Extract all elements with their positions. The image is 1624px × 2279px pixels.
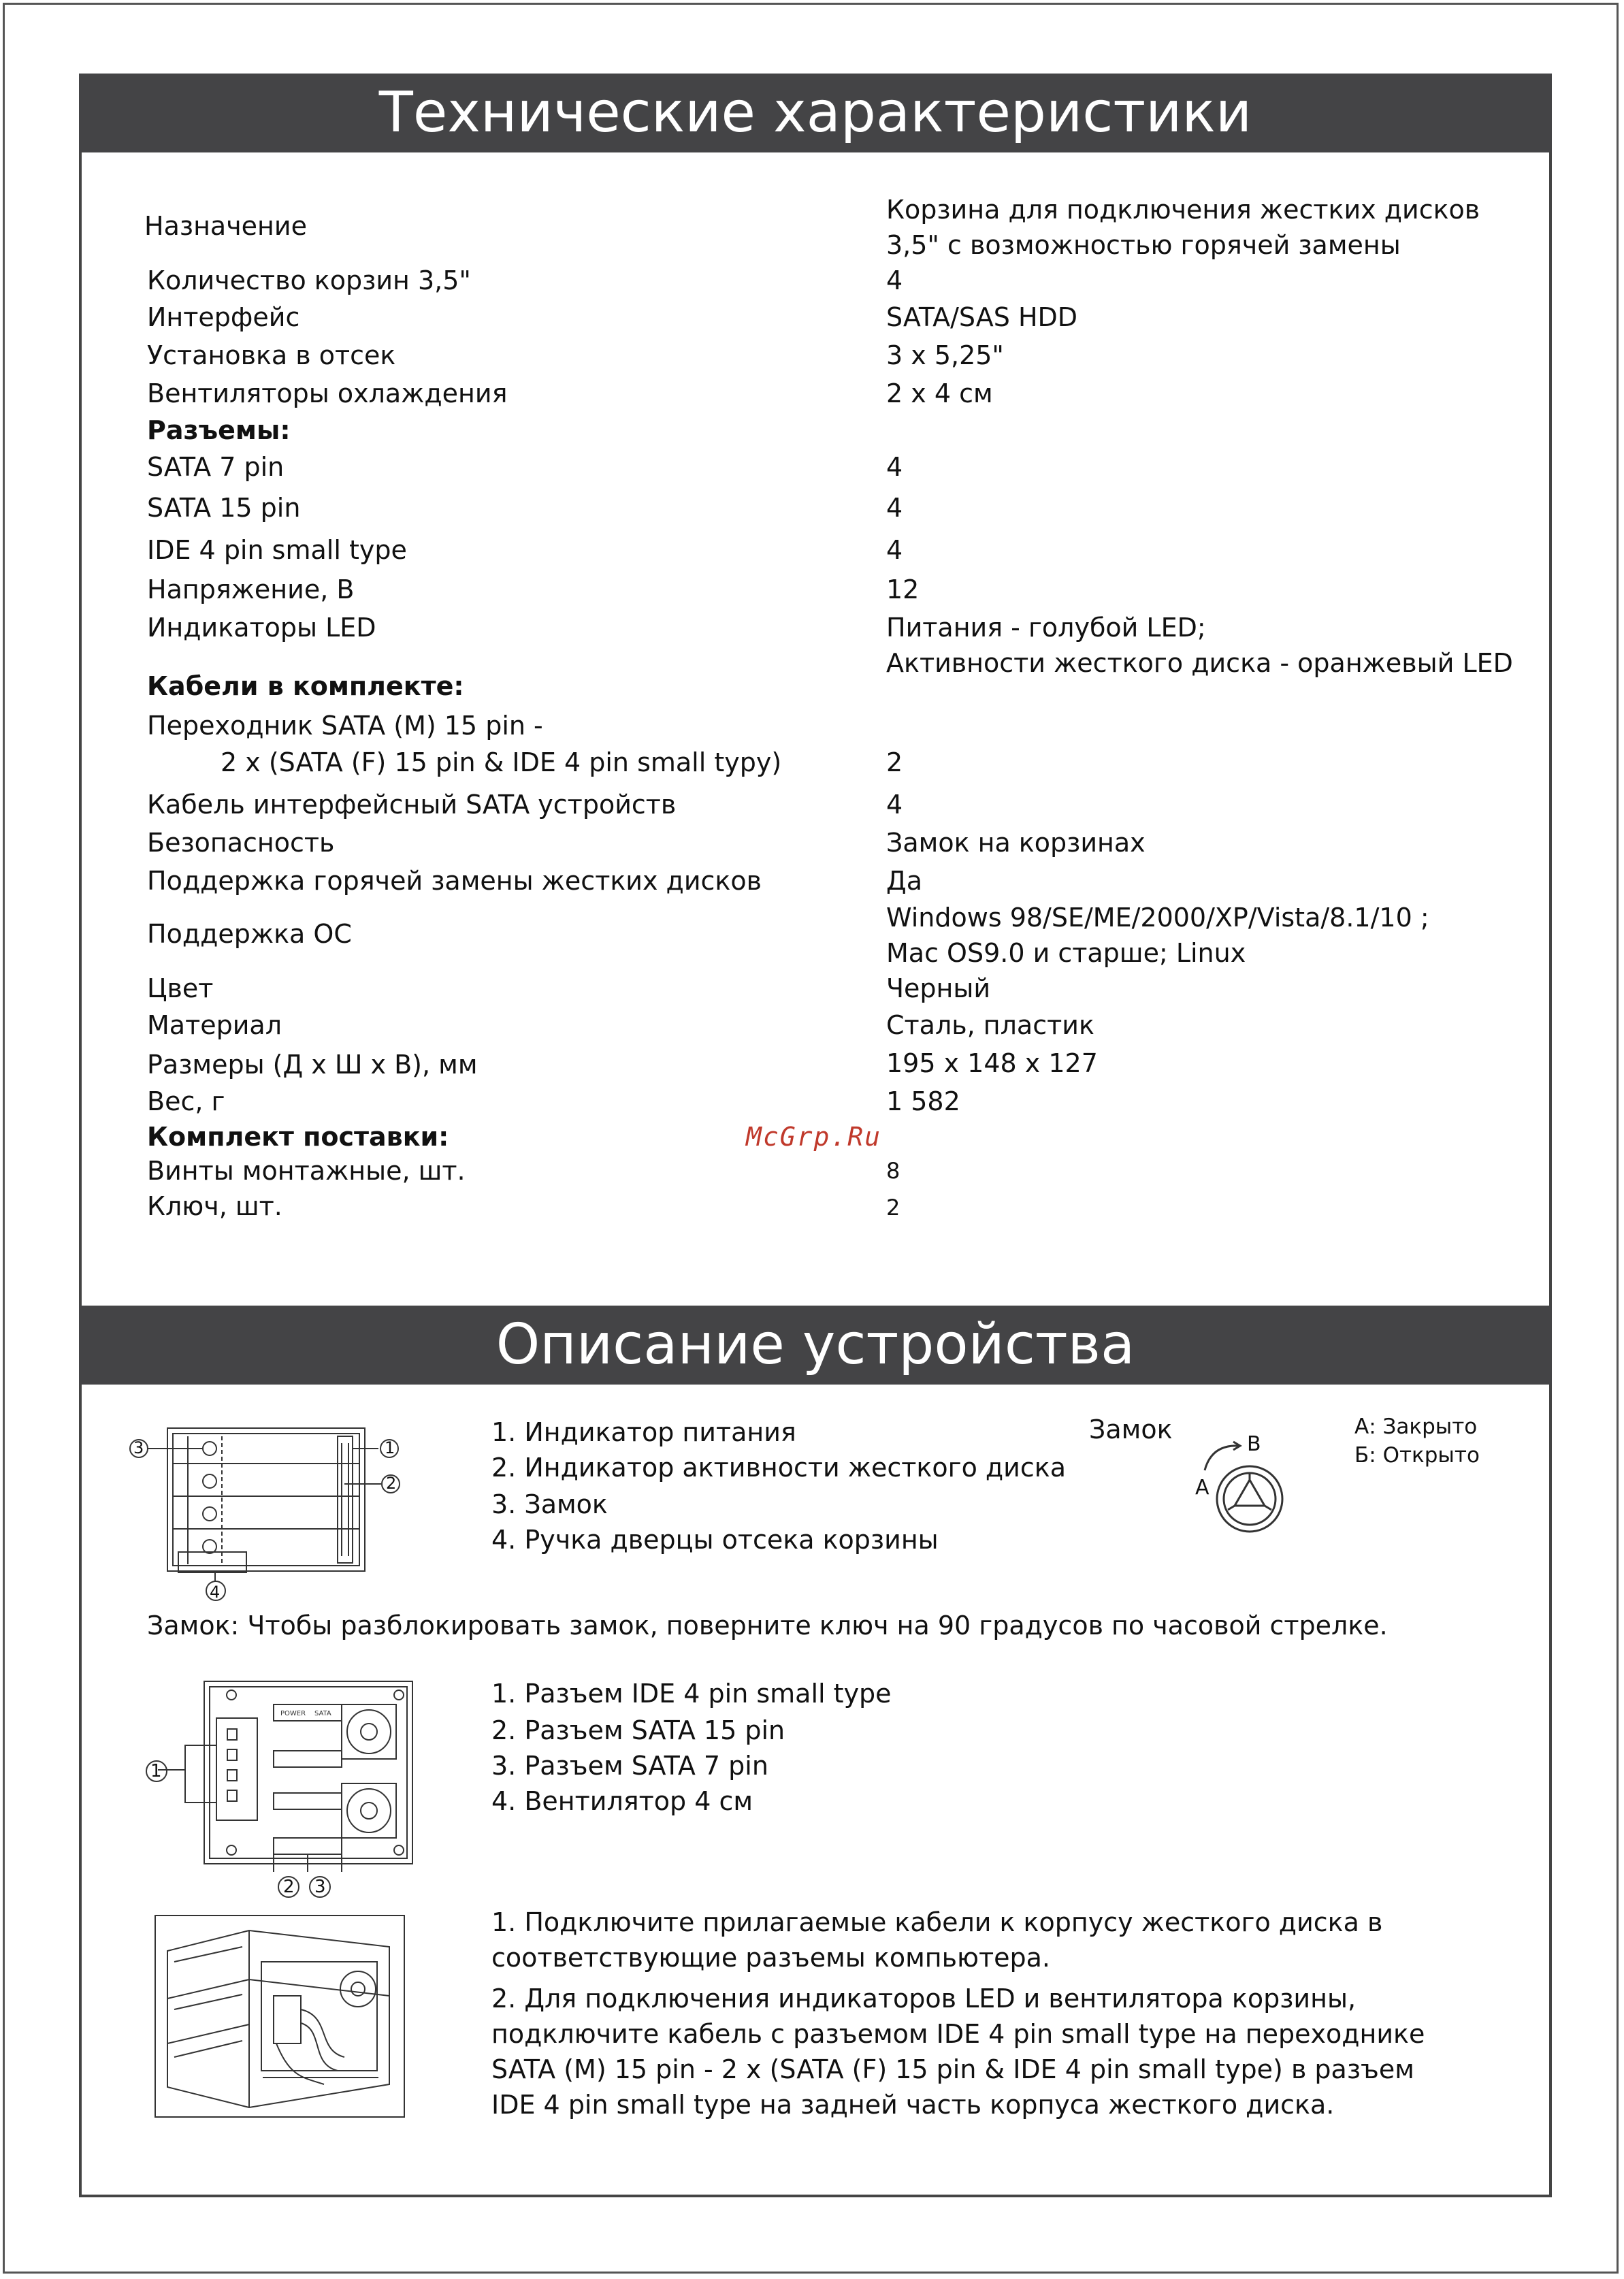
- back-item-3: 3. Разъем SATA 7 pin: [491, 1751, 768, 1781]
- front-callout-3: 3: [133, 1438, 144, 1457]
- back-callout-2: 2: [283, 1877, 295, 1897]
- lock-note: Замок: Чтобы разблокировать замок, поверните ключ на 90 градусов по часовой стрелке.: [147, 1611, 1388, 1640]
- spec-label-weight: Вес, г: [147, 1086, 225, 1116]
- spec-label-material: Материал: [147, 1010, 282, 1040]
- spec-label-sata-cable: Кабель интерфейсный SATA устройств: [147, 790, 677, 820]
- install-line-1: 1. Подключите прилагаемые кабели к корпусу жесткого диска в: [491, 1907, 1383, 1937]
- spec-value-sata7: 4: [886, 452, 903, 482]
- front-view-diagram: [120, 1416, 419, 1593]
- spec-value-weight: 1 582: [886, 1086, 960, 1116]
- spec-label-ide4: IDE 4 pin small type: [147, 535, 407, 565]
- desc-title-banner: [79, 1306, 1552, 1385]
- spec-label-adapter-line2: 2 x (SATA (F) 15 pin & IDE 4 pin small typy): [221, 747, 782, 777]
- front-item-1: 1. Индикатор питания: [491, 1417, 796, 1447]
- install-line-6: IDE 4 pin small type на задней часть корпуса жесткого диска.: [491, 2090, 1335, 2120]
- spec-label-led: Индикаторы LED: [147, 613, 376, 643]
- spec-title-banner: [79, 74, 1552, 152]
- front-item-3: 3. Замок: [491, 1489, 608, 1519]
- front-callout-4-circle: [204, 1579, 227, 1602]
- spec-value-voltage: 12: [886, 575, 920, 604]
- bay-label-sata: SATA: [314, 1710, 331, 1717]
- spec-label-os: Поддержка ОС: [147, 919, 352, 949]
- spec-value-ide4: 4: [886, 535, 903, 565]
- desc-title: Описание устройства: [496, 1312, 1135, 1377]
- spec-value-hotswap: Да: [886, 866, 922, 896]
- spec-label-purpose: Назначение: [144, 211, 307, 241]
- lock-state-b: Б: Открыто: [1354, 1443, 1480, 1468]
- back-callout-3: 3: [314, 1877, 326, 1897]
- spec-value-led-line2: Активности жесткого диска - оранжевый LED: [886, 648, 1513, 678]
- front-callout-1: 1: [385, 1438, 395, 1457]
- spec-value-os-line2: Mac OS9.0 и старше; Linux: [886, 938, 1246, 968]
- front-item-4: 4. Ручка дверцы отсека корзины: [491, 1525, 939, 1555]
- spec-label-bays: Количество корзин 3,5": [147, 265, 471, 295]
- spec-label-mount: Установка в отсек: [147, 340, 396, 370]
- spec-title: Технические характеристики: [378, 80, 1252, 145]
- spec-value-interface: SATA/SAS HDD: [886, 302, 1078, 332]
- spec-heading-cables: Кабели в комплекте:: [147, 671, 464, 701]
- spec-label-sata7: SATA 7 pin: [147, 452, 285, 482]
- spec-value-screws: 8: [886, 1158, 900, 1184]
- spec-value-material: Сталь, пластик: [886, 1010, 1094, 1040]
- back-view-diagram: [144, 1675, 430, 1886]
- spec-value-mount: 3 x 5,25": [886, 340, 1004, 370]
- spec-label-fans: Вентиляторы охлаждения: [147, 378, 508, 408]
- install-illustration: [154, 1914, 406, 2118]
- lock-label: Замок: [1089, 1415, 1173, 1444]
- spec-value-dimensions: 195 x 148 x 127: [886, 1048, 1098, 1078]
- spec-value-fans: 2 x 4 см: [886, 378, 993, 408]
- spec-label-key: Ключ, шт.: [147, 1191, 282, 1221]
- spec-value-adapter: 2: [886, 747, 903, 777]
- spec-heading-package: Комплект поставки:: [147, 1122, 449, 1152]
- spec-label-color: Цвет: [147, 973, 214, 1003]
- install-line-3: 2. Для подключения индикаторов LED и вентилятора корзины,: [491, 1984, 1357, 2014]
- spec-label-adapter-line1: Переходник SATA (M) 15 pin -: [147, 711, 543, 741]
- spec-value-purpose-line2: 3,5" с возможностью горячей замены: [886, 230, 1401, 260]
- spec-label-hotswap: Поддержка горячей замены жестких дисков: [147, 866, 762, 896]
- back-item-4: 4. Вентилятор 4 см: [491, 1786, 753, 1816]
- spec-heading-connectors: Разъемы:: [147, 415, 291, 445]
- lock-arrow-a: A: [1195, 1476, 1209, 1500]
- spec-value-sata-cable: 4: [886, 790, 903, 820]
- install-line-2: соответствующие разъемы компьютера.: [491, 1943, 1050, 1973]
- spec-label-interface: Интерфейс: [147, 302, 300, 332]
- spec-label-voltage: Напряжение, В: [147, 575, 355, 604]
- lock-arrow-b: B: [1247, 1432, 1261, 1456]
- spec-label-sata15: SATA 15 pin: [147, 493, 301, 523]
- front-callout-2: 2: [386, 1474, 397, 1493]
- back-item-2: 2. Разъем SATA 15 pin: [491, 1715, 785, 1745]
- spec-value-bays: 4: [886, 265, 903, 295]
- spec-value-sata15: 4: [886, 493, 903, 523]
- spec-value-color: Черный: [886, 973, 991, 1003]
- watermark: McGrp.Ru: [746, 1122, 882, 1152]
- lock-state-a: А: Закрыто: [1354, 1415, 1478, 1439]
- spec-value-purpose-line1: Корзина для подключения жестких дисков: [886, 195, 1480, 225]
- spec-value-key: 2: [886, 1195, 900, 1221]
- back-callout-1: 1: [150, 1761, 162, 1781]
- front-callout-4: 4: [210, 1583, 221, 1602]
- back-item-1: 1. Разъем IDE 4 pin small type: [491, 1679, 892, 1709]
- spec-label-dimensions: Размеры (Д x Ш x В), мм: [147, 1050, 478, 1080]
- front-item-2: 2. Индикатор активности жесткого диска: [491, 1453, 1066, 1483]
- spec-value-os-line1: Windows 98/SE/ME/2000/XP/Vista/8.1/10 ;: [886, 903, 1429, 933]
- spec-label-screws: Винты монтажные, шт.: [147, 1156, 466, 1186]
- install-line-5: SATA (M) 15 pin - 2 x (SATA (F) 15 pin & IDE 4 pin small type) в разъем: [491, 2054, 1414, 2084]
- spec-value-led-line1: Питания - голубой LED;: [886, 613, 1206, 643]
- install-line-4: подключите кабель с разъемом IDE 4 pin small type на переходнике: [491, 2019, 1425, 2049]
- bay-label-power: POWER: [280, 1710, 306, 1717]
- spec-label-security: Безопасность: [147, 828, 335, 858]
- spec-value-security: Замок на корзинах: [886, 828, 1146, 858]
